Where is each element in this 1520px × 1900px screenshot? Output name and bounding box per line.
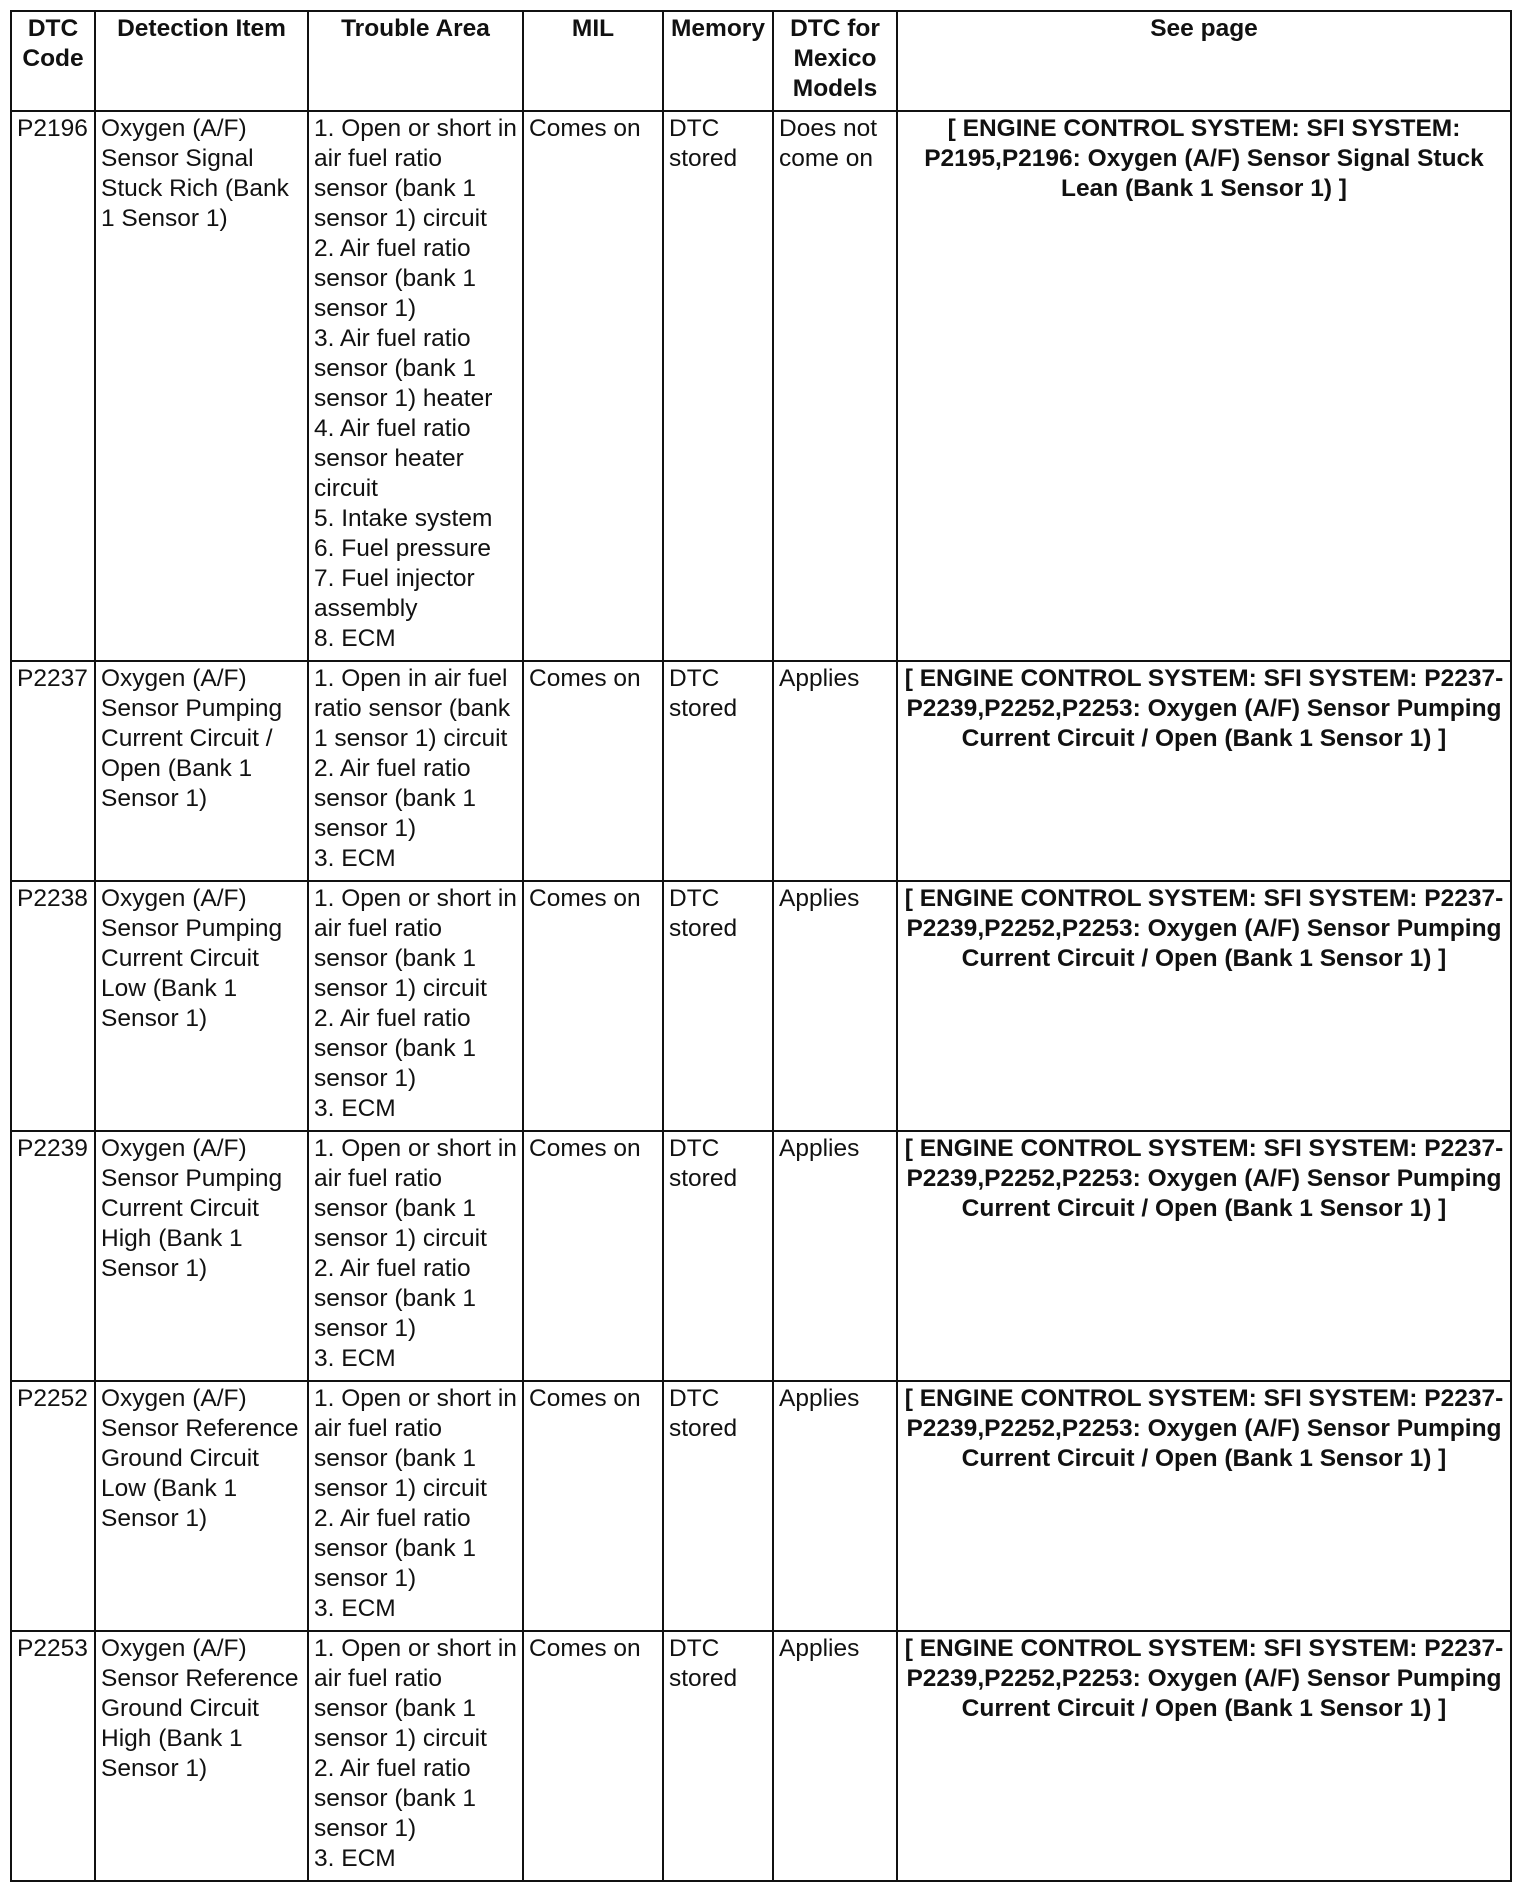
mexico-cell: Applies	[773, 881, 897, 1131]
header-memory: Memory	[663, 11, 773, 111]
memory-cell: DTC stored	[663, 881, 773, 1131]
mil-cell: Comes on	[523, 881, 663, 1131]
trouble-area-cell: 1. Open in air fuel ratio sensor (bank 1 sensor 1) circuit 2. Air fuel ratio sensor (bank 1 sensor 1) 3. ECM	[308, 661, 523, 881]
header-trouble-area: Trouble Area	[308, 11, 523, 111]
header-dtc-code: DTC Code	[11, 11, 95, 111]
see-page-link[interactable]: [ ENGINE CONTROL SYSTEM: SFI SYSTEM: P2237-P2239,P2252,P2253: Oxygen (A/F) Sensor Pumping Current Circuit / Open (Bank 1 Sensor 1) ]	[897, 661, 1511, 881]
dtc-code-cell: P2196	[11, 111, 95, 661]
detection-item-cell: Oxygen (A/F) Sensor Reference Ground Circuit High (Bank 1 Sensor 1)	[95, 1631, 308, 1881]
detection-item-cell: Oxygen (A/F) Sensor Pumping Current Circuit High (Bank 1 Sensor 1)	[95, 1131, 308, 1381]
detection-item-cell: Oxygen (A/F) Sensor Pumping Current Circuit Low (Bank 1 Sensor 1)	[95, 881, 308, 1131]
table-row	[11, 1131, 1511, 1381]
mil-cell: Comes on	[523, 1131, 663, 1381]
table-row	[11, 661, 1511, 881]
detection-item-cell: Oxygen (A/F) Sensor Reference Ground Circuit Low (Bank 1 Sensor 1)	[95, 1381, 308, 1631]
see-page-link[interactable]: [ ENGINE CONTROL SYSTEM: SFI SYSTEM: P2237-P2239,P2252,P2253: Oxygen (A/F) Sensor Pumping Current Circuit / Open (Bank 1 Sensor 1) ]	[897, 1131, 1511, 1381]
table-row	[11, 881, 1511, 1131]
mil-cell: Comes on	[523, 1381, 663, 1631]
dtc-code-cell: P2237	[11, 661, 95, 881]
dtc-code-cell: P2253	[11, 1631, 95, 1881]
dtc-code-cell: P2239	[11, 1131, 95, 1381]
see-page-link[interactable]: [ ENGINE CONTROL SYSTEM: SFI SYSTEM: P2195,P2196: Oxygen (A/F) Sensor Signal Stuck Lean (Bank 1 Sensor 1) ]	[897, 111, 1511, 661]
mil-cell: Comes on	[523, 111, 663, 661]
header-see-page: See page	[897, 11, 1511, 111]
trouble-area-cell: 1. Open or short in air fuel ratio sensor (bank 1 sensor 1) circuit 2. Air fuel ratio sensor (bank 1 sensor 1) 3. ECM	[308, 1381, 523, 1631]
header-row	[11, 11, 1511, 111]
mexico-cell: Applies	[773, 1381, 897, 1631]
see-page-link[interactable]: [ ENGINE CONTROL SYSTEM: SFI SYSTEM: P2237-P2239,P2252,P2253: Oxygen (A/F) Sensor Pumping Current Circuit / Open (Bank 1 Sensor 1) ]	[897, 881, 1511, 1131]
dtc-code-cell: P2238	[11, 881, 95, 1131]
trouble-area-cell: 1. Open or short in air fuel ratio sensor (bank 1 sensor 1) circuit 2. Air fuel ratio sensor (bank 1 sensor 1) 3. Air fuel ratio sensor (bank 1 sensor 1) heater 4. Air fuel ratio sensor heater circuit 5. Intake system 6. Fuel pressure 7. Fuel injector assembly 8. ECM	[308, 111, 523, 661]
see-page-link[interactable]: [ ENGINE CONTROL SYSTEM: SFI SYSTEM: P2237-P2239,P2252,P2253: Oxygen (A/F) Sensor Pumping Current Circuit / Open (Bank 1 Sensor 1) ]	[897, 1381, 1511, 1631]
mil-cell: Comes on	[523, 661, 663, 881]
trouble-area-cell: 1. Open or short in air fuel ratio sensor (bank 1 sensor 1) circuit 2. Air fuel ratio sensor (bank 1 sensor 1) 3. ECM	[308, 1631, 523, 1881]
memory-cell: DTC stored	[663, 661, 773, 881]
mil-cell: Comes on	[523, 1631, 663, 1881]
header-dtc-mexico: DTC for Mexico Models	[773, 11, 897, 111]
table-row	[11, 1381, 1511, 1631]
see-page-link[interactable]: [ ENGINE CONTROL SYSTEM: SFI SYSTEM: P2237-P2239,P2252,P2253: Oxygen (A/F) Sensor Pumping Current Circuit / Open (Bank 1 Sensor 1) ]	[897, 1631, 1511, 1881]
header-mil: MIL	[523, 11, 663, 111]
detection-item-cell: Oxygen (A/F) Sensor Signal Stuck Rich (Bank 1 Sensor 1)	[95, 111, 308, 661]
table-row	[11, 1631, 1511, 1881]
memory-cell: DTC stored	[663, 1631, 773, 1881]
trouble-area-cell: 1. Open or short in air fuel ratio sensor (bank 1 sensor 1) circuit 2. Air fuel ratio sensor (bank 1 sensor 1) 3. ECM	[308, 881, 523, 1131]
dtc-code-cell: P2252	[11, 1381, 95, 1631]
trouble-area-cell: 1. Open or short in air fuel ratio sensor (bank 1 sensor 1) circuit 2. Air fuel ratio sensor (bank 1 sensor 1) 3. ECM	[308, 1131, 523, 1381]
header-detection-item: Detection Item	[95, 11, 308, 111]
dtc-table	[10, 10, 1512, 1882]
mexico-cell: Does not come on	[773, 111, 897, 661]
mexico-cell: Applies	[773, 1131, 897, 1381]
mexico-cell: Applies	[773, 1631, 897, 1881]
memory-cell: DTC stored	[663, 1131, 773, 1381]
memory-cell: DTC stored	[663, 1381, 773, 1631]
memory-cell: DTC stored	[663, 111, 773, 661]
detection-item-cell: Oxygen (A/F) Sensor Pumping Current Circuit / Open (Bank 1 Sensor 1)	[95, 661, 308, 881]
table-row	[11, 111, 1511, 661]
mexico-cell: Applies	[773, 661, 897, 881]
